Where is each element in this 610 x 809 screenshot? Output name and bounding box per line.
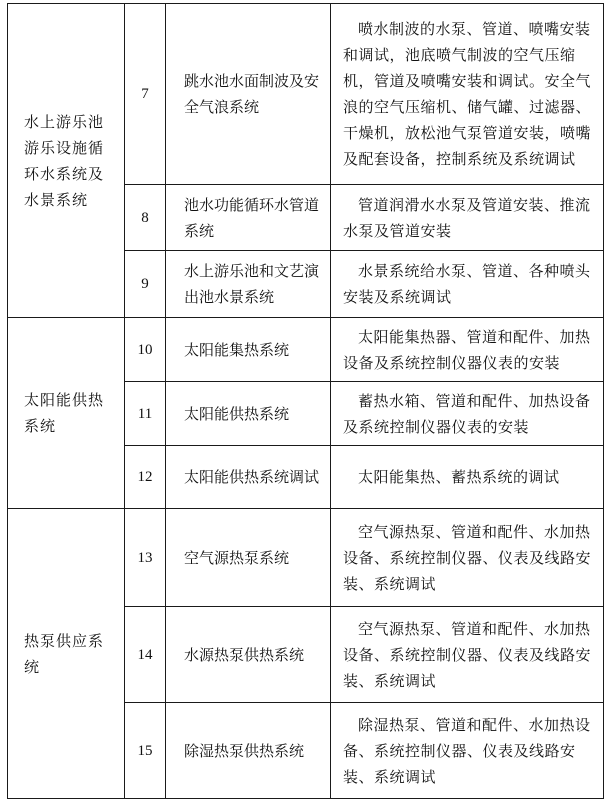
table-row: [8, 4, 604, 185]
work-content-text: 空气源热泵、管道和配件、水加热设备、系统控制仪器、仪表及线路安装、系统调试: [343, 522, 592, 593]
work-content-text: 太阳能集热器、管道和配件、加热设备及系统控制仪器仪表的安装: [343, 327, 591, 372]
work-content-cell: [331, 446, 604, 509]
work-content-text: 水景系统给水泵、管道、各种喷头安装及系统调试: [343, 262, 591, 306]
work-content-text: 管道润滑水水泵及管道安装、推流水泵及管道安装: [343, 195, 591, 240]
work-content-cell: [331, 703, 604, 799]
subsystem-name-cell: 空气源热泵系统: [166, 509, 331, 607]
item-number-cell: 15: [125, 703, 166, 799]
work-content-text: 喷水制波的水泵、管道、喷嘴安装和调试，池底喷气制波的空气压缩机，管道及喷嘴安装和调试。安全气浪的空气压缩机、储气罐、过滤器、干燥机，放松池气泵管道安装，喷嘴及配套设备，控制系统及系统调试: [343, 20, 592, 168]
work-content-text: 太阳能集热、蓄热系统的调试: [358, 468, 560, 486]
work-content-cell: [331, 509, 604, 607]
work-content-cell: [331, 4, 604, 185]
subsystem-name-cell: 跳水池水面制波及安全气浪系统: [166, 4, 331, 185]
system-category-cell: 太阳能供热系统: [8, 318, 125, 509]
work-content-cell: [331, 251, 604, 318]
subsystem-name-cell: 除湿热泵供热系统: [166, 703, 331, 799]
work-content-cell: [331, 185, 604, 251]
specification-table: [7, 3, 604, 799]
item-number-cell: 12: [125, 446, 166, 509]
item-number-cell: 14: [125, 607, 166, 703]
subsystem-name-cell: 太阳能供热系统: [166, 382, 331, 446]
item-number-cell: 9: [125, 251, 166, 318]
table-row: [8, 318, 604, 382]
item-number-cell: 8: [125, 185, 166, 251]
subsystem-name-cell: 水源热泵供热系统: [166, 607, 331, 703]
work-content-cell: [331, 318, 604, 382]
work-content-text: 蓄热水箱、管道和配件、加热设备及系统控制仪器仪表的安装: [343, 391, 591, 436]
work-content-text: 除湿热泵、管道和配件、水加热设备、系统控制仪器、仪表及线路安装、系统调试: [343, 715, 591, 786]
item-number-cell: 10: [125, 318, 166, 382]
work-content-cell: [331, 382, 604, 446]
item-number-cell: 13: [125, 509, 166, 607]
subsystem-name-cell: 池水功能循环水管道系统: [166, 185, 331, 251]
subsystem-name-cell: 太阳能供热系统调试: [166, 446, 331, 509]
work-content-cell: [331, 607, 604, 703]
subsystem-name-cell: 水上游乐池和文艺演出池水景系统: [166, 251, 331, 318]
item-number-cell: 11: [125, 382, 166, 446]
subsystem-name-cell: 太阳能集热系统: [166, 318, 331, 382]
system-category-cell: 水上游乐池游乐设施循环水系统及水景系统: [8, 4, 125, 318]
work-content-text: 空气源热泵、管道和配件、水加热设备、系统控制仪器、仪表及线路安装、系统调试: [343, 619, 592, 690]
table-row: [8, 509, 604, 607]
item-number-cell: 7: [125, 4, 166, 185]
system-category-cell: 热泵供应系统: [8, 509, 125, 799]
